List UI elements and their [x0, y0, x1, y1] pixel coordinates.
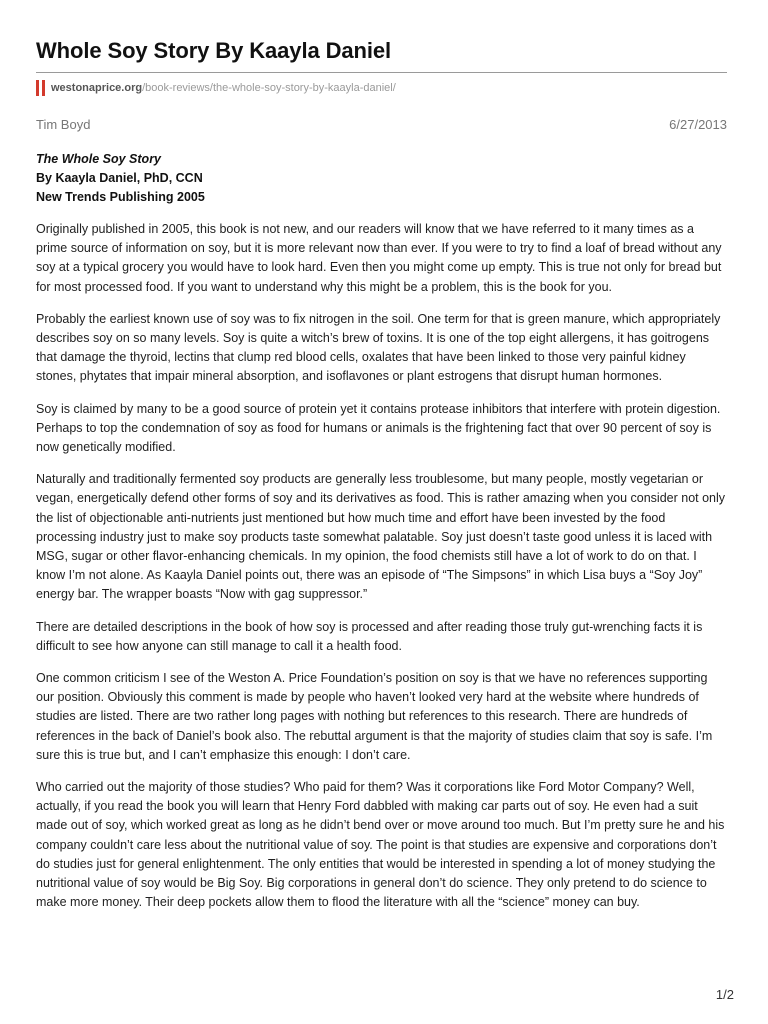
- page-number: 1/2: [715, 987, 734, 1002]
- paragraph: Who carried out the majority of those studies? Who paid for them? Was it corporations like Ford Motor Company? Well, actually, if you read the book you will learn that Henry Ford dabbled with making car parts out of soy. He even had a suit made out of soy, which worked great as long as he didn’t bend over or move around too much. But I’m pretty sure he and his company couldn’t care less about the nutritional value of soy. The point is that studies are expensive and corporations don’t do studies just for general enlightenment. The only entities that would be interested in spending a lot of money studying the nutritional value of soy would be Big Soy. Big corporations in general don’t do science. They only pretend to do science to make more money. Their deep pockets allow them to flood the literature with all the “science” money can buy.: [36, 780, 725, 910]
- paragraph: Naturally and traditionally fermented soy products are generally less troublesome, but many people, mostly vegetarian or vegan, energetically defend other forms of soy and its derivatives as food. This is rather amazing when you consider not only the list of objectionable anti-nutrients just mentioned but how much time and effort have been invested by the food processing industry just to make soy products taste somewhat palatable. Soy just doesn’t taste good unless it is laced with MSG, sugar or other flavor-enhancing chemicals. In my opinion, the food chemists still have a lot of work to do on that. I know I’m not alone. As Kaayla Daniel points out, there was an episode of “The Simpsons” in which Lisa buys a “Soy Joy” energy bar. The wrapper boasts “Now with gag suppressor.”: [36, 472, 726, 602]
- publish-date: 6/27/2013: [669, 117, 727, 132]
- paragraph: Probably the earliest known use of soy was to fix nitrogen in the soil. One term for that is green manure, which appropriately describes soy on so many levels. Soy is quite a witch’s brew of toxins. It is one of the top eight allergens, it has goitrogens that damage the thyroid, lectins that clump red blood cells, oxalates that have been linked to those very painful kidney stones, phytates that impair mineral absorption, and isoflavones or plant estrogens that disrupt human hormones.: [36, 311, 721, 384]
- title-divider: [36, 72, 727, 73]
- article-meta: [36, 117, 727, 132]
- paragraph: There are detailed descriptions in the book of how soy is processed and after reading those truly gut-wrenching facts it is difficult to see how anyone can still manage to call it a health food.: [36, 619, 703, 653]
- author-name: Tim Boyd: [36, 117, 91, 132]
- paragraph: Soy is claimed by many to be a good source of protein yet it contains protease inhibitors that interfere with protein digestion. Perhaps to top the condemnation of soy as food for humans or animals is the frightening fact that over 90 percent of soy is now genetically modified.: [36, 401, 721, 455]
- source-link[interactable]: [36, 78, 396, 98]
- paragraph: One common criticism I see of the Weston A. Price Foundation’s position on soy is that we have no references supporting our position. Obviously this comment is made by people who haven’t looked very hard at the website where hundreds of studies are listed. There are two rather long pages with nothing but references to this research. There are hundreds of references in the back of Daniel’s book also. The rebuttal argument is that the majority of studies claim that soy is safe. I’m sure this is true but, and I can’t emphasize this enough: I don’t care.: [36, 671, 713, 762]
- book-info: [36, 150, 205, 207]
- page-title: Whole Soy Story By Kaayla Daniel: [36, 38, 392, 63]
- book-byline: By Kaayla Daniel, PhD, CCN: [36, 171, 203, 185]
- paragraph: Originally published in 2005, this book is not new, and our readers will know that we have referred to it many times as a prime source of information on soy, but it is more relevant now than ever. If you were to try to find a loaf of bread without any soy at a typical grocery you would have to look hard. Even then you might come up empty. This is true not only for bread but for most processed food. If you want to understand why this might be a problem, this is the book for you.: [36, 222, 722, 294]
- source-logo-icon: [36, 80, 45, 96]
- book-publisher: New Trends Publishing 2005: [36, 190, 205, 204]
- source-path[interactable]: /book-reviews/the-whole-soy-story-by-kaayla-daniel/: [142, 82, 396, 94]
- book-title: The Whole Soy Story: [36, 152, 162, 166]
- article-body: [36, 220, 727, 926]
- source-domain[interactable]: westonaprice.org: [51, 82, 143, 94]
